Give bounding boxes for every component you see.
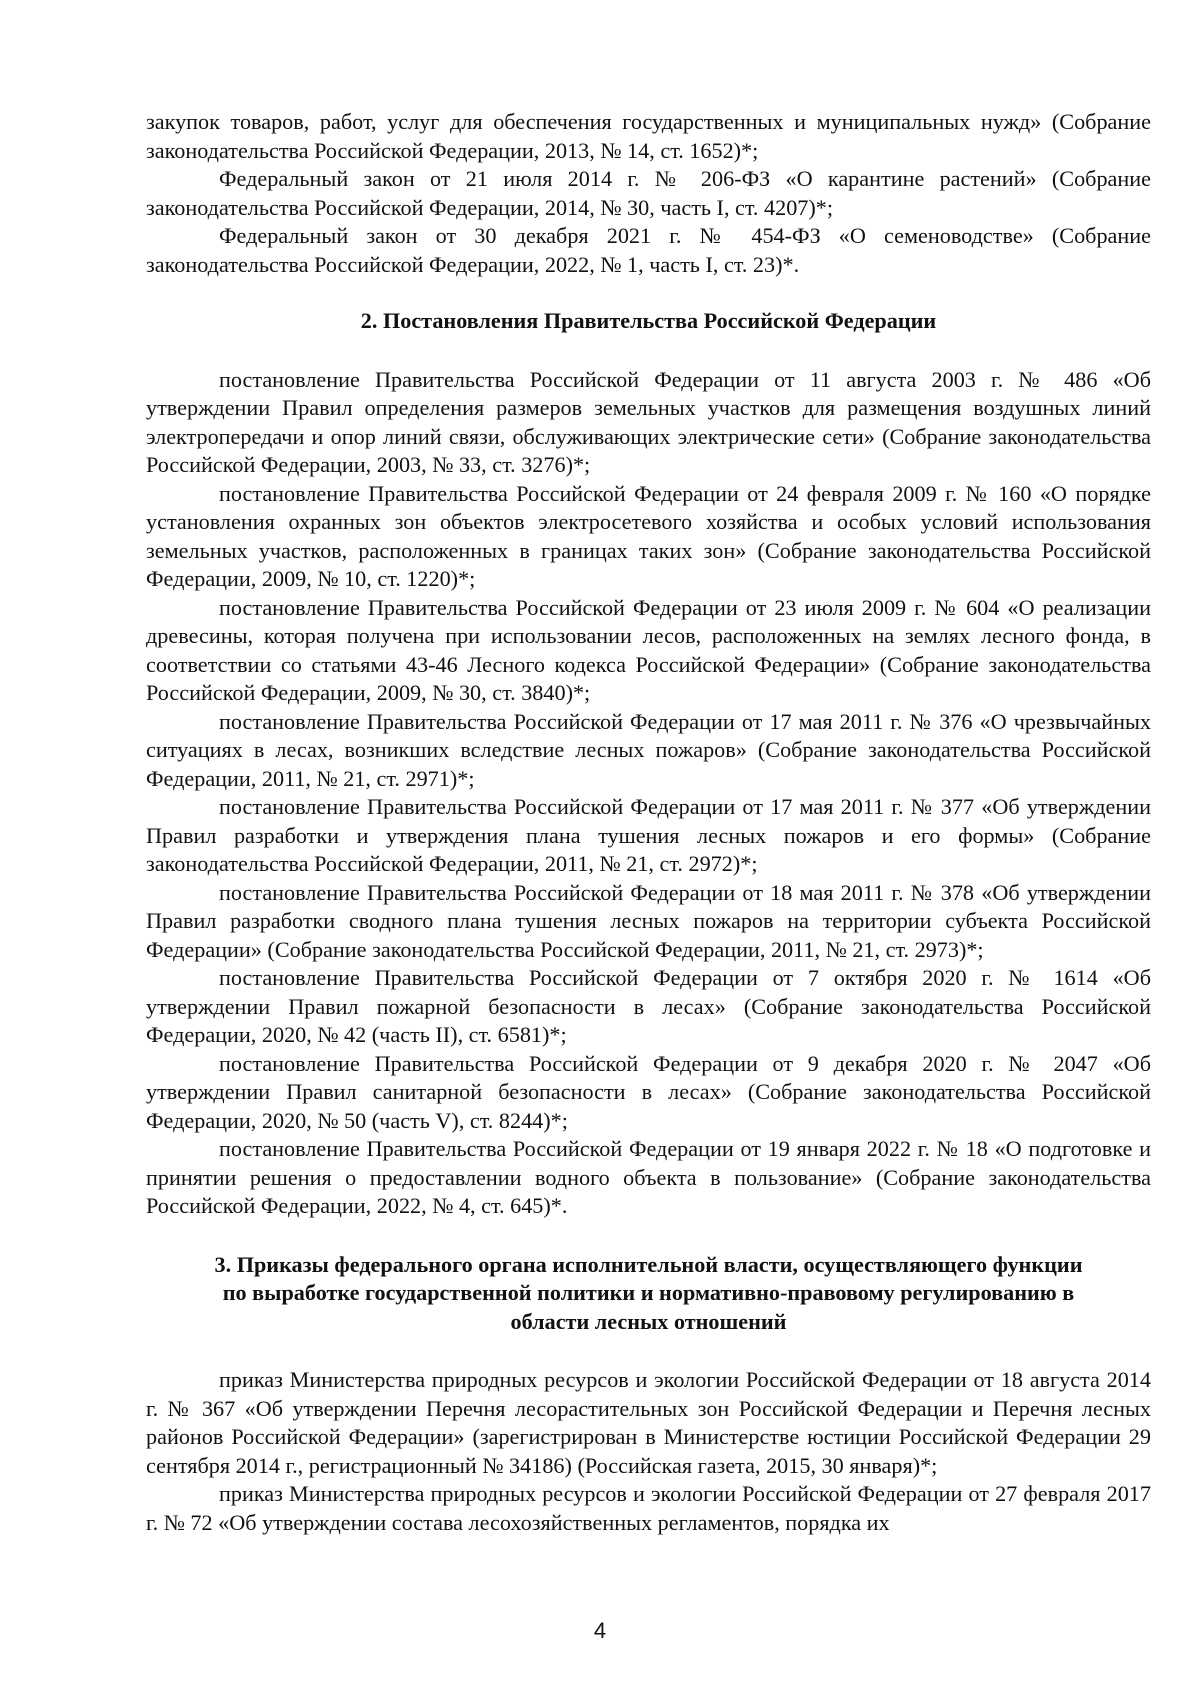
document-page [146, 108, 1151, 1537]
section-2-heading: 2. Постановления Правительства Российской Федерации [360, 308, 937, 333]
section-2-paragraph: постановление Правительства Российской Федерации от 19 января 2022 г. № 18 «О подготовке и принятии решения о предоставлении водного объекта в пользование» (Собрание законодательства Российской Федерации, 2022, № 4, ст. 645)*. [146, 1136, 1151, 1218]
section-2-paragraph: постановление Правительства Российской Федерации от 11 августа 2003 г. № 486 «Об утверждении Правил определения размеров земельных участков для размещения воздушных линий электропередачи и опор линий связи, обслуживающих электрические сети» (Собрание законодательства Российской Федерации, 2003, № 33, ст. 3276)*; [146, 366, 1151, 477]
section-2-paragraph: постановление Правительства Российской Федерации от 17 мая 2011 г. № 376 «О чрезвычайных ситуациях в лесах, возникших вследствие лесных пожаров» (Собрание законодательства Российской Федерации, 2011, № 21, ст. 2971)*; [146, 708, 1151, 791]
intro-paragraph-plant-quarantine-law: Федеральный закон от 21 июля 2014 г. № 206-ФЗ «О карантине растений» (Собрание законодательства Российской Федерации, 2014, № 30, часть I, ст. 4207)*; [146, 166, 1151, 220]
section-2-paragraph: постановление Правительства Российской Федерации от 24 февраля 2009 г. № 160 «О порядке установления охранных зон объектов электросетевого хозяйства и особых условий использования земельных участков, расположенных в границах таких зон» (Собрание законодательства Российской Федерации, 2009, № 10, ст. 1220)*; [146, 480, 1151, 591]
section-2-paragraph: постановление Правительства Российской Федерации от 9 декабря 2020 г. № 2047 «Об утверждении Правил санитарной безопасности в лесах» (Собрание законодательства Российской Федерации, 2020, № 50 (часть V), ст. 8244)*; [146, 1050, 1151, 1133]
section-2-paragraph: постановление Правительства Российской Федерации от 18 мая 2011 г. № 378 «Об утверждении Правил разработки сводного плана тушения лесных пожаров на территории субъекта Российской Федерации» (Собрание законодательства Российской Федерации, 2011, № 21, ст. 2973)*; [146, 879, 1151, 962]
intro-paragraph-seed-law: Федеральный закон от 30 декабря 2021 г. № 454-ФЗ «О семеноводстве» (Собрание законодательства Российской Федерации, 2022, № 1, часть I, ст. 23)*. [146, 223, 1151, 277]
section-2-paragraph: постановление Правительства Российской Федерации от 17 мая 2011 г. № 377 «Об утверждении Правил разработки и утверждения плана тушения лесных пожаров и его формы» (Собрание законодательства Российской Федерации, 2011, № 21, ст. 2972)*; [146, 794, 1151, 876]
intro-paragraph-continuation: закупок товаров, работ, услуг для обеспечения государственных и муниципальных нужд» (Собрание законодательства Российской Федерации, 2013, № 14, ст. 1652)*; [146, 109, 1151, 163]
page-number: 4 [593, 1618, 607, 1643]
section-3-paragraph: приказ Министерства природных ресурсов и экологии Российской Федерации от 18 августа 2014 г. № 367 «Об утверждении Перечня лесорастительных зон Российской Федерации и Перечня лесных районов Российской Федерации» (зарегистрирован в Министерстве юстиции Российской Федерации 29 сентября 2014 г., регистрационный № 34186) (Российская газета, 2015, 30 января)*; [146, 1367, 1151, 1478]
section-2-paragraph: постановление Правительства Российской Федерации от 7 октября 2020 г. № 1614 «Об утверждении Правил пожарной безопасности в лесах» (Собрание законодательства Российской Федерации, 2020, № 42 (часть II), ст. 6581)*; [146, 965, 1151, 1047]
section-3-heading: 3. Приказы федерального органа исполнительной власти, осуществляющего функции по выработке государственной политики и нормативно-правовому регулированию в области лесных отношений [214, 1251, 1083, 1334]
section-3-paragraph: приказ Министерства природных ресурсов и экологии Российской Федерации от 27 февраля 2017 г. № 72 «Об утверждении состава лесохозяйственных регламентов, порядка их [146, 1481, 1151, 1535]
section-2-paragraph: постановление Правительства Российской Федерации от 23 июля 2009 г. № 604 «О реализации древесины, которая получена при использовании лесов, расположенных на землях лесного фонда, в соответствии со статьями 43-46 Лесного кодекса Российской Федерации» (Собрание законодательства Российской Федерации, 2009, № 30, ст. 3840)*; [146, 594, 1151, 705]
